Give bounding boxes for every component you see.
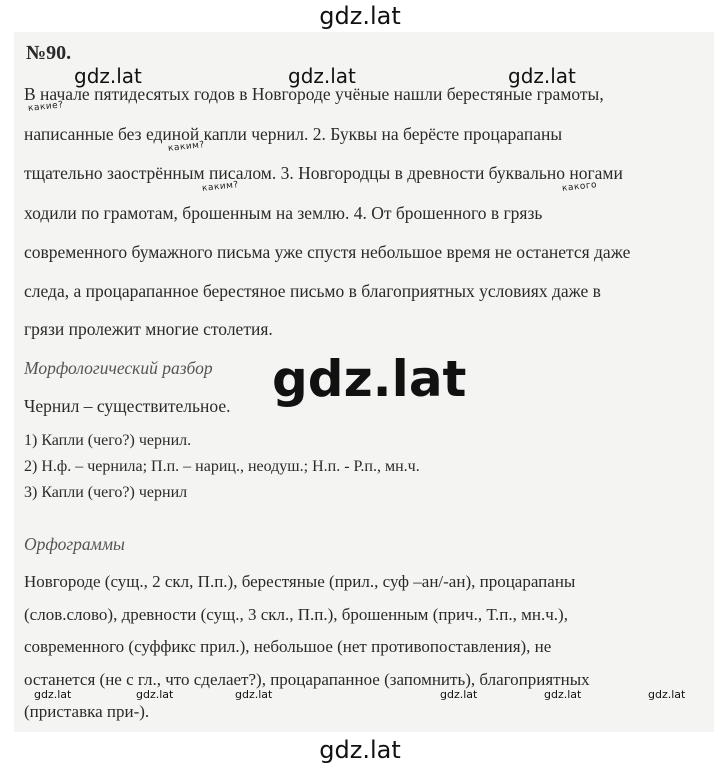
- text-line: написанные без единой капли чернил. 2. Буквы на берёсте процарапаны: [24, 124, 563, 144]
- text-line: тщательно заострённым писалом. 3. Новгородцы в древности буквально ногами: [24, 163, 623, 183]
- text-line: грязи пролежит многие столетия.: [24, 319, 273, 339]
- watermark-small: gdz.lat: [648, 688, 686, 701]
- section-heading-orth: Орфограммы: [24, 534, 125, 554]
- document-page: [14, 32, 714, 732]
- text-line: ходили по грамотам, брошенным на землю. 4. От брошенного в грязь: [24, 203, 543, 223]
- watermark-top: gdz.lat: [319, 2, 401, 30]
- watermark: gdz.lat: [74, 64, 142, 88]
- handwritten-note: какого: [561, 180, 598, 194]
- watermark: gdz.lat: [508, 64, 576, 88]
- watermark: gdz.lat: [288, 64, 356, 88]
- exercise-number: №90.: [26, 42, 72, 64]
- orth-line: Новгороде (сущ., 2 скл, П.п.), берестяные (прил., суф –ан/-ан), процарапаны: [24, 572, 576, 591]
- morph-line: Чернил – существительное.: [24, 396, 231, 416]
- watermark-bottom: gdz.lat: [319, 736, 401, 764]
- text-line: В начале пятидесятых годов в Новгороде учёные нашли берестяные грамоты,: [24, 84, 604, 104]
- watermark-small: gdz.lat: [235, 688, 273, 701]
- handwritten-note: каким?: [167, 140, 206, 154]
- text-line: следа, а процарапанное берестяное письмо в благоприятных условиях даже в: [24, 281, 601, 301]
- handwritten-note: каким?: [201, 180, 240, 194]
- orth-line: останется (не с гл., что сделает?), процарапанное (запомнить), благоприятных: [24, 670, 590, 689]
- section-heading-morph: Морфологический разбор: [24, 358, 213, 378]
- orth-line: (приставка при-).: [24, 702, 150, 721]
- morph-line: 2) Н.ф. – чернила; П.п. – нариц., неодуш.; Н.п. - Р.п., мн.ч.: [24, 458, 420, 475]
- morph-line: 1) Капли (чего?) чернил.: [24, 432, 192, 449]
- watermark-large: gdz.lat: [272, 350, 467, 408]
- text-line: современного бумажного письма уже спустя небольшое время не останется даже: [24, 242, 631, 262]
- watermark-small: gdz.lat: [544, 688, 582, 701]
- handwritten-note: какие?: [27, 100, 64, 114]
- orth-line: (слов.слово), древности (сущ., 3 скл., П.п.), брошенным (прич., Т.п., мн.ч.),: [24, 605, 568, 624]
- watermark-small: gdz.lat: [136, 688, 174, 701]
- watermark-small: gdz.lat: [34, 688, 72, 701]
- watermark-small: gdz.lat: [440, 688, 478, 701]
- orth-line: современного (суффикс прил.), небольшое (нет противопоставления), не: [24, 637, 552, 656]
- morph-line: 3) Капли (чего?) чернил: [24, 484, 188, 501]
